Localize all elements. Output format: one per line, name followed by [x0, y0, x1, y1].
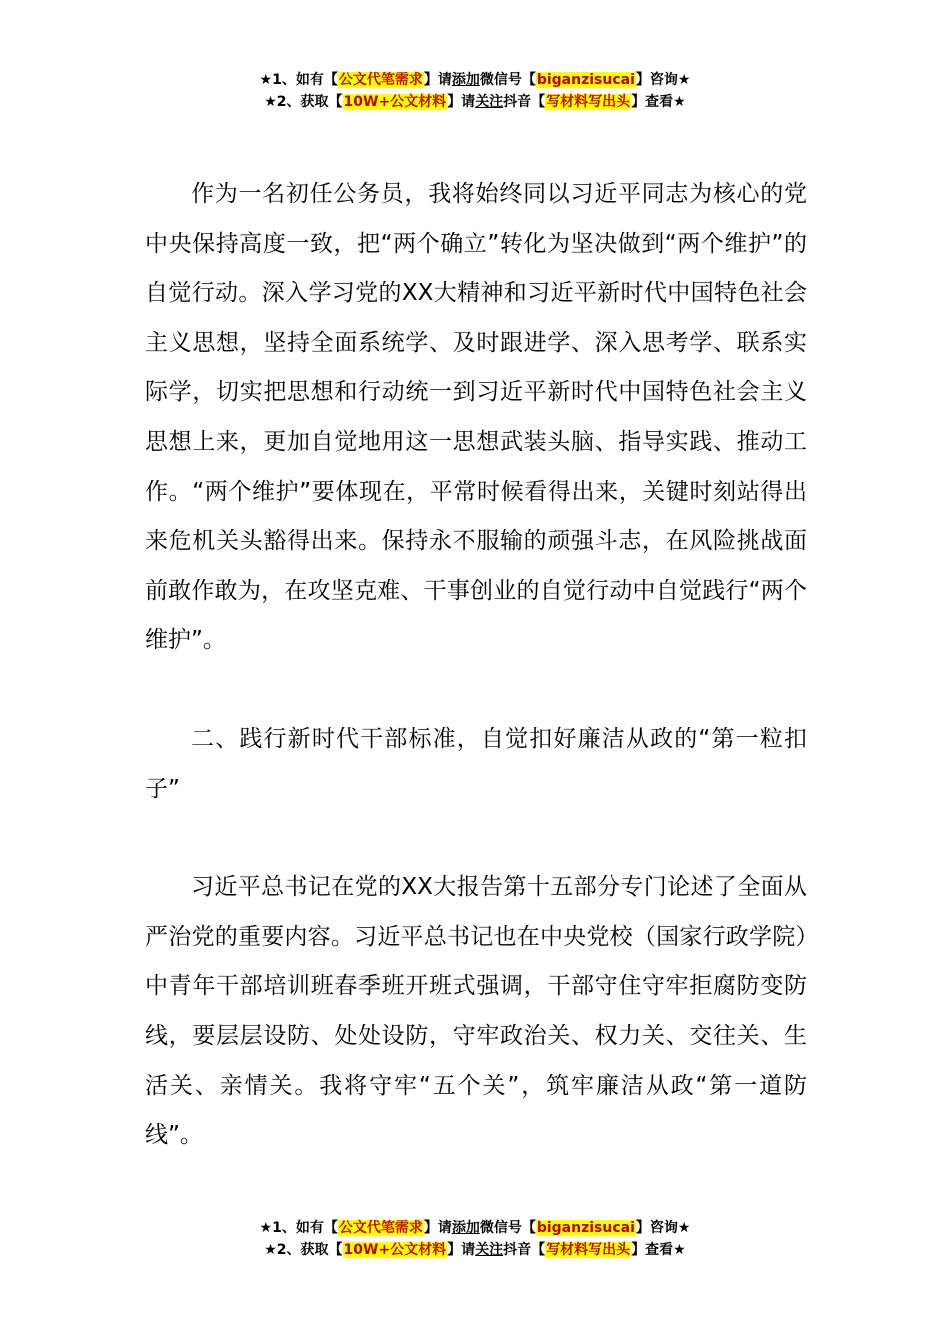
banner-text: 】请 — [423, 72, 452, 88]
banner-line-1 — [0, 70, 950, 92]
body-paragraph: 习近平总书记在党的XX大报告第十五部分专门论述了全面从严治党的重要内容。习近平总书记也在中央党校（国家行政学院）中青年干部培训班春季班开班式强调，干部守住守牢拒腐防变防线，要层层设防、处处设防，守牢政治关、权力关、交往关、生活关、亲情关。我将守牢“五个关”，筑牢廉洁从政“第一道防线”。 — [145, 874, 807, 1149]
banner-line-2 — [0, 92, 950, 114]
banner-text: 】咨询★ — [635, 72, 691, 88]
banner-text: ★2、获取【 — [264, 1242, 343, 1258]
underlined-text: 添加 — [451, 72, 480, 88]
banner-line-1 — [0, 1218, 950, 1240]
banner-text: ★2、获取【 — [264, 94, 343, 110]
document-body — [145, 170, 807, 1161]
banner-text: 】请 — [447, 1242, 476, 1258]
banner-text: 抖音【 — [503, 94, 546, 110]
highlight-wechat-id: biganzisucai — [536, 1220, 635, 1236]
paragraph-spacer — [145, 814, 807, 863]
banner-text: 微信号【 — [479, 1220, 536, 1236]
banner-text: 】查看★ — [631, 94, 686, 110]
highlight-materials: 10W+公文材料 — [343, 1242, 447, 1258]
section-heading: 二、践行新时代干部标准，自觉扣好廉洁从政的“第一粒扣子” — [145, 725, 807, 802]
paragraph-spacer — [145, 666, 807, 715]
highlight-douyin-id: 写材料写出头 — [546, 94, 631, 110]
banner-text: 微信号【 — [479, 72, 536, 88]
highlight-service: 公文代笔需求 — [338, 72, 423, 88]
underlined-text: 关注 — [475, 1242, 504, 1258]
underlined-text: 关注 — [475, 94, 504, 110]
underlined-text: 添加 — [451, 1220, 480, 1236]
highlight-wechat-id: biganzisucai — [536, 72, 635, 88]
banner-text: 】请 — [423, 1220, 452, 1236]
banner-text: 】请 — [447, 94, 476, 110]
banner-text: 】查看★ — [631, 1242, 686, 1258]
banner-text: 抖音【 — [503, 1242, 546, 1258]
body-paragraph: 作为一名初任公务员，我将始终同以习近平同志为核心的党中央保持高度一致，把“两个确立”转化为坚决做到“两个维护”的自觉行动。深入学习党的XX大精神和习近平新时代中国特色社会主义思想，坚持全面系统学、及时跟进学、深入思考学、联系实际学，切实把思想和行动统一到习近平新时代中国特色社会主义思想上来，更加自觉地用这一思想武装头脑、指导实践、推动工作。“两个维护”要体现在，平常时候看得出来，关键时刻站得出来危机关头豁得出来。保持永不服输的顽强斗志，在风险挑战面前敢作敢为，在攻坚克难、干事创业的自觉行动中自觉践行“两个维护”。 — [145, 181, 807, 654]
banner-text: ★1、如有【 — [259, 72, 338, 88]
banner-text: ★1、如有【 — [259, 1220, 338, 1236]
header-banner — [0, 70, 950, 114]
highlight-service: 公文代笔需求 — [338, 1220, 423, 1236]
banner-text: 】咨询★ — [635, 1220, 691, 1236]
highlight-materials: 10W+公文材料 — [343, 94, 447, 110]
banner-line-2 — [0, 1240, 950, 1262]
footer-banner — [0, 1218, 950, 1262]
highlight-douyin-id: 写材料写出头 — [546, 1242, 631, 1258]
